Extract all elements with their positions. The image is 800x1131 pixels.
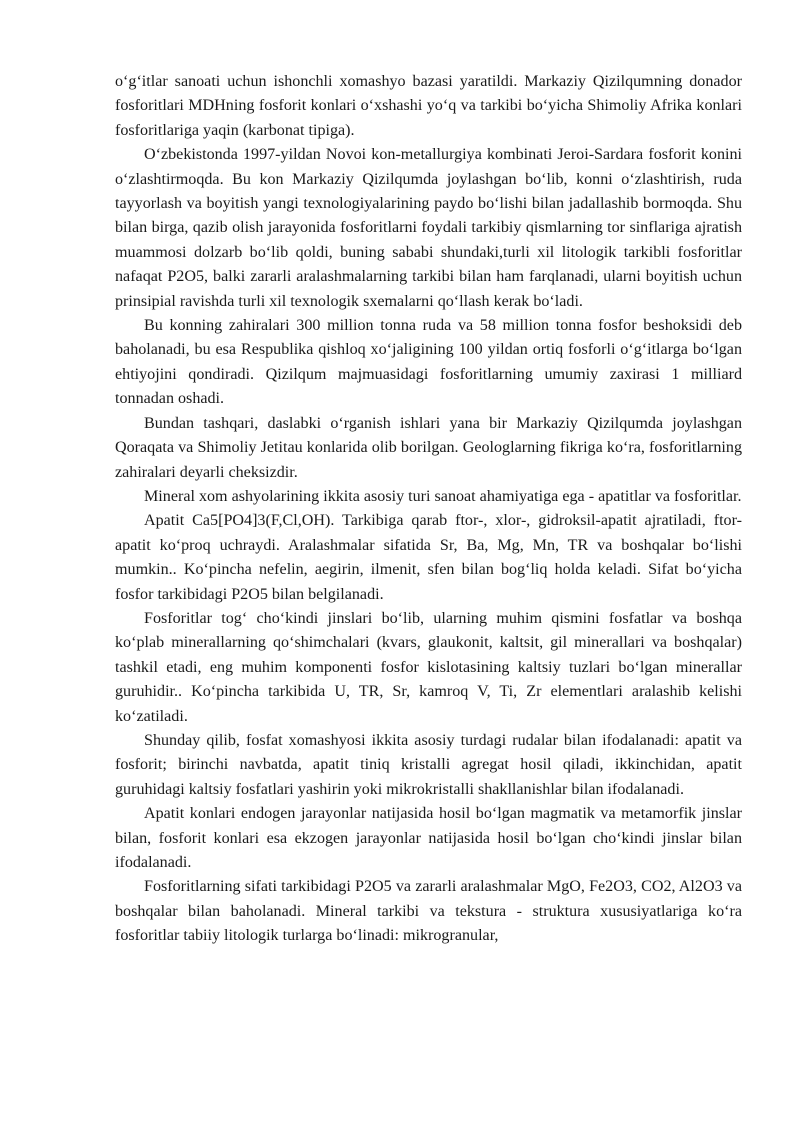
paragraph-6: Apatit Ca5[PO4]3(F,Cl,OH). Tarkibiga qarab ftor-, xlor-, gidroksil-apatit ajratiladi, ftor-apatit ko‘proq uchraydi. Aralashmalar sifatida Sr, Ba, Mg, Mn, TR va boshqalar bo‘lishi mumkin.. Ko‘pincha nefelin, aegirin, ilmenit, sfen bilan bog‘liq holda keladi. Sifat bo‘yicha fosfor tarkibidagi P2O5 bilan belgilanadi. bbox=[115, 512, 742, 603]
paragraph-7: Fosforitlar tog‘ cho‘kindi jinslari bo‘lib, ularning muhim qismini fosfatlar va boshqa ko‘plab minerallarning qo‘shimchalari (kvars, glaukonit, kaltsit, gil minerallari va boshqalar) tashkil etadi, eng muhim komponenti fosfor kislotasining kaltsiy tuzlari bo‘lgan minerallar guruhidir.. Ko‘pincha tarkibida U, TR, Sr, kamroq V, Ti, Zr elementlari aralashib kelishi ko‘zatiladi. bbox=[115, 609, 742, 725]
paragraph-9: Apatit konlari endogen jarayonlar natijasida hosil bo‘lgan magmatik va metamorfik jinslar bilan, fosforit konlari esa ekzogen jarayonlar natijasida hosil bo‘lgan cho‘kindi jinslar bilan ifodalanadi. bbox=[115, 805, 742, 871]
paragraph-2: O‘zbekistonda 1997-yildan Novoi kon-metallurgiya kombinati Jeroi-Sardara fosforit konini o‘zlashtirmoqda. Bu kon Markaziy Qizilqumda joylashgan bo‘lib, konni o‘zlashtirish, ruda tayyorlash va boyitish yangi texnologiyalarining paydo bo‘lishi bilan jadallashib bormoqda. Shu bilan birga, qazib olish jarayonida fosforitlarni foydali tarkibiy qismlarning tor sinflariga ajratish muammosi dolzarb bo‘lib qoldi, buning sababi shundaki,turli xil litologik tarkibli fosforitlar nafaqat P2O5, balki zararli aralashmalarning tarkibi bilan ham farqlanadi, ularni boyitish uchun prinsipial ravishda turli xil texnologik sxemalarni qo‘llash kerak bo‘ladi. bbox=[115, 146, 742, 310]
document-page bbox=[115, 70, 742, 949]
paragraph-8: Shunday qilib, fosfat xomashyosi ikkita asosiy turdagi rudalar bilan ifodalanadi: apatit va fosforit; birinchi navbatda, apatit tiniq kristalli agregat hosil qiladi, ikkinchidan, apatit guruhidagi kaltsiy fosfatlari yashirin yoki mikrokristalli shakllanishlar bilan ifodalanadi. bbox=[115, 731, 742, 798]
paragraph-10: Fosforitlarning sifati tarkibidagi P2O5 va zararli aralashmalar MgO, Fe2O3, CO2, Al2O3 va boshqalar bilan baholanadi. Mineral tarkibi va tekstura - struktura xususiyatlariga ko‘ra fosforitlar tabiiy litologik turlarga bo‘linadi: mikrogranular, bbox=[115, 878, 742, 945]
paragraph-5: Mineral xom ashyolarining ikkita asosiy turi sanoat ahamiyatiga ega - apatitlar va fosforitlar. bbox=[144, 487, 742, 505]
paragraph-3: Bu konning zahiralari 300 million tonna ruda va 58 million tonna fosfor beshoksidi deb baholanadi, bu esa Respublika qishloq xo‘jaligining 100 yildan ortiq fosforli o‘g‘itlarga bo‘lgan ehtiyojini qondiradi. Qizilqum majmuasidagi fosforitlarning umumiy zaxirasi 1 milliard tonnadan oshadi. bbox=[115, 317, 742, 408]
paragraph-1: o‘g‘itlar sanoati uchun ishonchli xomashyo bazasi yaratildi. Markaziy Qizilqumning donador fosforitlari MDHning fosforit konlari o‘xshashi yo‘q va tarkibi bo‘yicha Shimoliy Afrika konlari fosforitlariga yaqin (karbonat tipiga). bbox=[115, 73, 742, 139]
paragraph-4: Bundan tashqari, daslabki o‘rganish ishlari yana bir Markaziy Qizilqumda joylashgan Qoraqata va Shimoliy Jetitau konlarida olib borilgan. Geologlarning fikriga ko‘ra, fosforitlarning zahiralari deyarli cheksizdir. bbox=[115, 414, 742, 481]
